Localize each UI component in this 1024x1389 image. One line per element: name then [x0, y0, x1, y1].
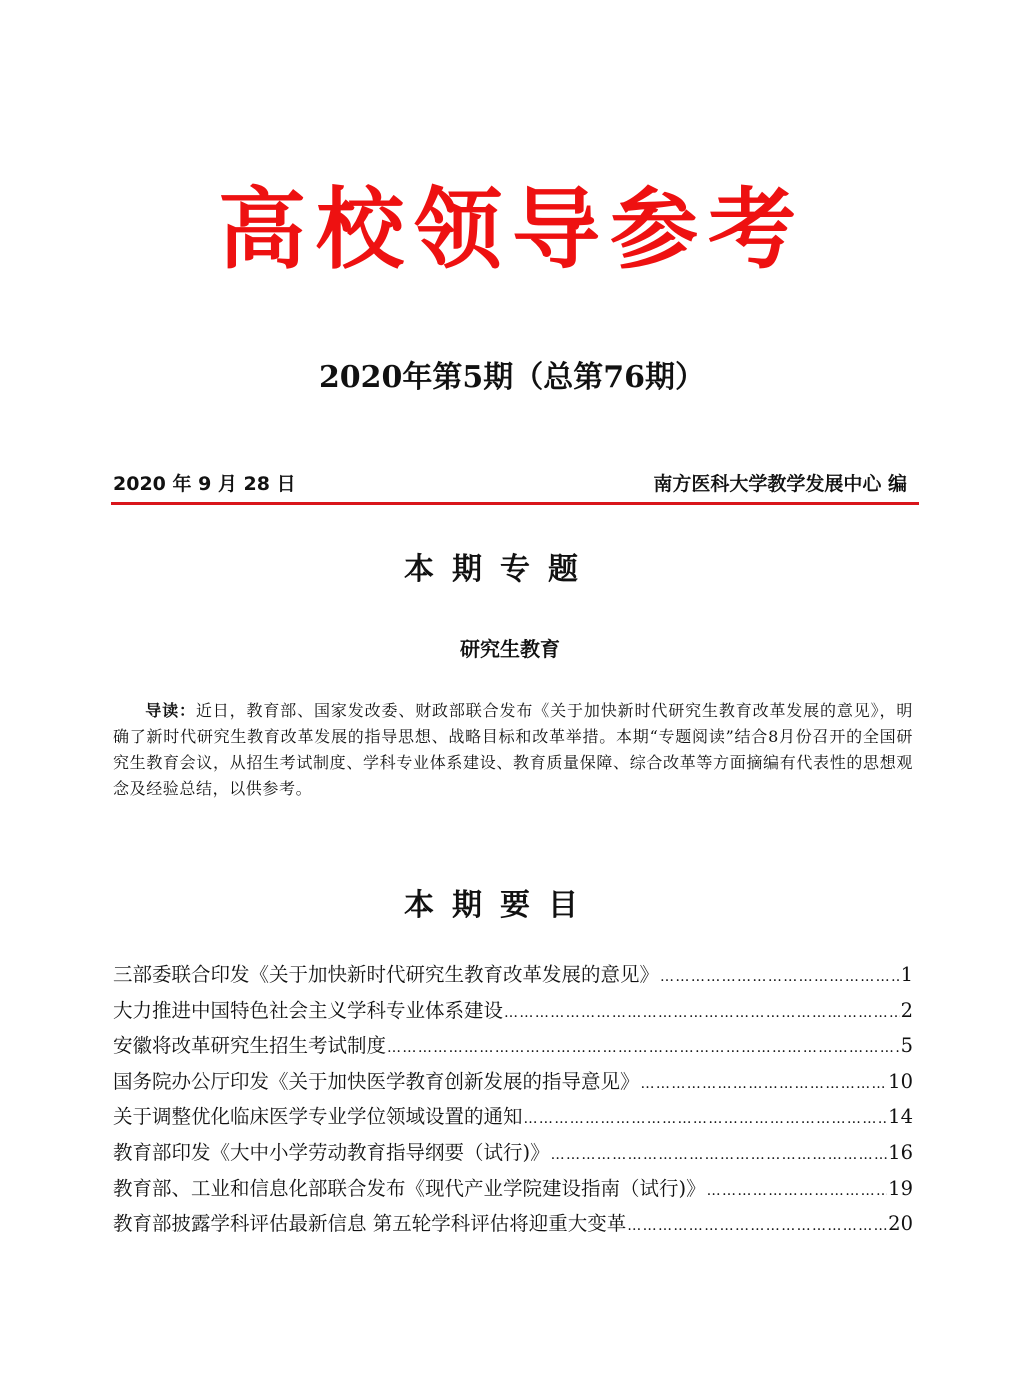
toc-entry[interactable] [113, 993, 913, 1029]
toc-entry-title: 安徽将改革研究生招生考试制度 [113, 1034, 387, 1058]
contents-heading: 本期要目 [404, 888, 596, 923]
toc-entry-page: 19 [888, 1176, 913, 1200]
toc-leader-dots [524, 1102, 888, 1138]
toc-leader-dots [627, 1209, 887, 1245]
toc-entry-page: 1 [900, 963, 913, 986]
toc-entry[interactable] [113, 1206, 913, 1242]
toc-leader-dots [660, 960, 900, 996]
issue-number: 2020年第5期（总第76期） [318, 360, 706, 395]
table-of-contents [113, 957, 913, 1242]
toc-entry-title: 关于调整优化临床医学专业学位领域设置的通知 [113, 1105, 523, 1129]
toc-entry-page: 2 [900, 998, 913, 1022]
toc-entry-page: 16 [888, 1140, 913, 1164]
toc-entry-title: 大力推进中国特色社会主义学科专业体系建设 [113, 998, 504, 1022]
toc-entry[interactable] [113, 1064, 913, 1100]
toc-entry[interactable] [113, 957, 913, 993]
toc-leader-dots [641, 1067, 888, 1103]
masthead-meta [113, 468, 919, 500]
toc-entry[interactable] [113, 1135, 913, 1171]
toc-entry-title: 教育部印发《大中小学劳动教育指导纲要（试行)》 [113, 1140, 550, 1164]
toc-entry-title: 三部委联合印发《关于加快新时代研究生教育改革发展的意见》 [113, 963, 660, 986]
topic-intro [113, 698, 913, 802]
header-divider [111, 502, 919, 505]
topic-subtitle: 研究生教育 [460, 637, 560, 661]
toc-entry[interactable] [113, 1171, 913, 1207]
toc-entry-page: 5 [900, 1034, 913, 1058]
intro-lead: 导读： [145, 701, 196, 720]
topic-heading: 本期专题 [404, 552, 596, 587]
toc-entry[interactable] [113, 1028, 913, 1064]
toc-entry-title: 国务院办公厅印发《关于加快医学教育创新发展的指导意见》 [113, 1069, 640, 1093]
toc-entry-page: 20 [888, 1212, 913, 1236]
toc-entry-page: 14 [888, 1105, 913, 1129]
toc-leader-dots [387, 1031, 900, 1067]
toc-leader-dots [504, 996, 900, 1032]
toc-entry-page: 10 [888, 1069, 913, 1093]
editor-credit: 南方医科大学教学发展中心 编 [653, 473, 907, 495]
toc-leader-dots [551, 1138, 888, 1174]
toc-entry-title: 教育部披露学科评估最新信息 第五轮学科评估将迎重大变革 [113, 1212, 627, 1236]
issue-date: 2020 年 9 月 28 日 [113, 473, 296, 495]
masthead-title: 高校领导参考 [217, 178, 806, 281]
toc-leader-dots [707, 1174, 888, 1210]
intro-text: 近日，教育部、国家发改委、财政部联合发布《关于加快新时代研究生教育改革发展的意见》，明确了新时代研究生教育改革发展的指导思想、战略目标和改革举措。本期“专题阅读”结合8月份召开的全国研究生教育会议，从招生考试制度、学科专业体系建设、教育质量保障、综合改革等方面摘编有代表性的思想观念及经验总结，以供参考。 [113, 701, 913, 798]
toc-entry-title: 教育部、工业和信息化部联合发布《现代产业学院建设指南（试行)》 [113, 1176, 706, 1200]
toc-entry[interactable] [113, 1099, 913, 1135]
